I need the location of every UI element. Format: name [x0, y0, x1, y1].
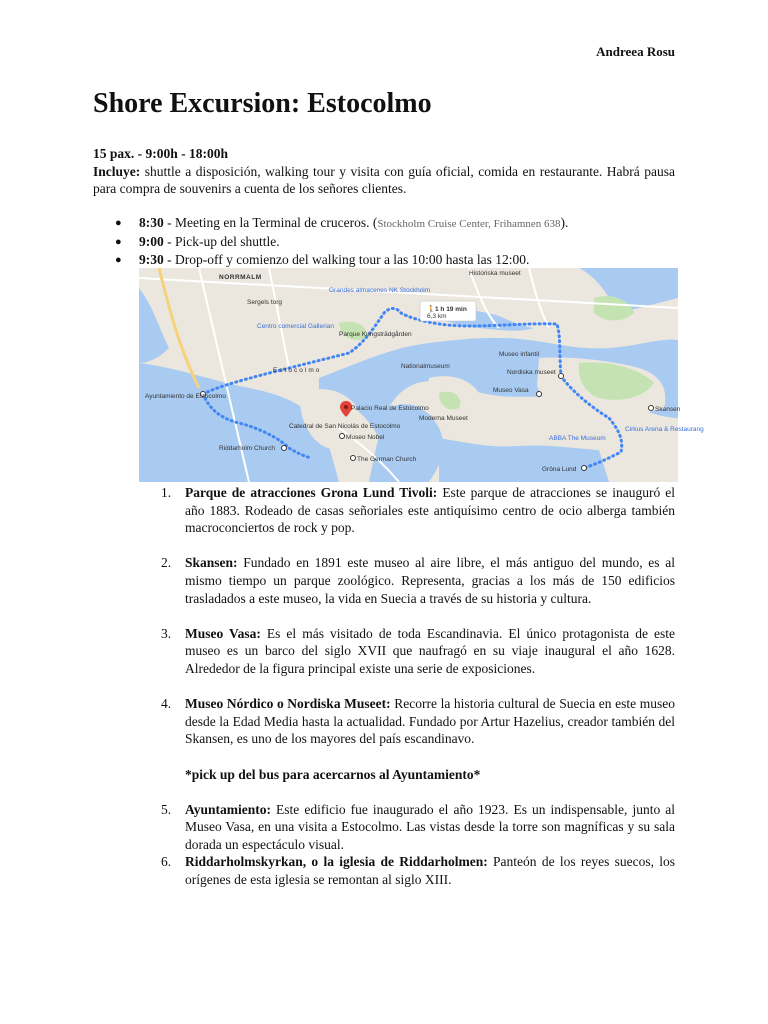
marker-grona-lund[interactable] — [582, 466, 587, 471]
list-item — [139, 554, 675, 607]
label-abba: ABBA The Museum — [549, 435, 606, 442]
marker-museo-vasa[interactable] — [537, 392, 542, 397]
schedule-text: - Drop-off y comienzo del walking tour a las 10:00 hasta las 12:00. — [163, 252, 530, 267]
bullet-icon: ● — [115, 217, 122, 229]
schedule-item — [93, 214, 675, 233]
schedule-item — [93, 251, 675, 269]
walking-person-icon: 🚶 — [427, 306, 436, 313]
includes-paragraph — [93, 163, 675, 198]
place-description: Recorre la historia cultural de Suecia en este museo desde la Edad Media hasta la actualidad. Fundado por Artur Hazelius, creador también del Skansen, es uno de los mayores del país escandinavo. — [185, 696, 675, 747]
schedule-time: 9:00 — [139, 234, 164, 249]
route-map — [139, 268, 704, 482]
pax-line — [93, 145, 675, 163]
marker-riddarholm[interactable] — [282, 446, 287, 451]
schedule-item — [93, 233, 675, 251]
label-riddarholm: Riddarholm Church — [219, 445, 275, 452]
bullet-icon: ● — [115, 254, 122, 266]
schedule-time: 8:30 — [139, 215, 164, 230]
includes-label: Incluye: — [93, 163, 141, 179]
label-estocolmo: Estocolmo — [273, 367, 322, 374]
list-number: 3. — [161, 625, 172, 641]
label-german-church: The German Church — [357, 456, 417, 463]
list-number: 5. — [161, 801, 172, 817]
schedule-tail: ). — [560, 215, 569, 230]
place-name: Riddarholmskyrkan, o la iglesia de Riddarholmen: — [185, 854, 488, 870]
list-item — [139, 695, 675, 748]
palace-pin-dot — [344, 405, 348, 409]
schedule-text: - Pick-up del shuttle. — [163, 234, 280, 249]
map-canvas — [139, 268, 704, 482]
label-museo-vasa: Museo Vasa — [493, 387, 529, 394]
list-item — [139, 853, 675, 888]
place-name: Parque de atracciones Grona Lund Tivoli: — [185, 485, 438, 500]
schedule-time: 9:30 — [139, 252, 164, 267]
place-name: Museo Nórdico o Nordiska Museet: — [185, 696, 391, 712]
label-moderna: Moderna Museet — [419, 415, 468, 422]
author-name: Andreea Rosu — [596, 44, 675, 59]
pax-time-text: 15 pax. - 9:00h - 18:00h — [93, 146, 229, 161]
schedule-address: Stockholm Cruise Center, Frihamnen 638 — [377, 218, 561, 230]
places-list — [139, 484, 675, 889]
place-name: Museo Vasa: — [185, 625, 261, 641]
label-nationalmuseum: Nationalmuseum — [401, 363, 450, 370]
label-cirkus: Cirkus Arena & Restaurang — [625, 426, 704, 433]
list-number: 4. — [161, 696, 172, 712]
list-item — [139, 484, 675, 537]
route-duration: 1 h 19 min — [435, 306, 467, 313]
place-description: Panteón de los reyes suecos, los orígenes de esta iglesia se remontan al siglo XIII. — [185, 854, 676, 888]
label-sergels: Sergels torg — [247, 299, 283, 306]
label-catedral: Catedral de San Nicolás de Estocolmo — [289, 423, 401, 430]
document-title: Shore Excursion: Estocolmo — [93, 88, 432, 119]
place-description: Este edificio fue inaugurado el año 1923. Es un indispensable, junto al Museo Vasa, en una visita a Estocolmo. Las vistas desde la torre son magníficas y su sala dorada un espectáculo visual. — [185, 801, 675, 852]
label-skansen: Skansen — [655, 406, 681, 413]
marker-nordiska[interactable] — [559, 374, 564, 379]
list-number: 1. — [161, 485, 172, 500]
place-description: Este parque de atracciones se inauguró el año 1883. Rodeado de casas señoriales este antiquísimo centro de ocio alberga también macroconciertos de rock y pop. — [185, 485, 675, 536]
label-nordiska: Nordiska museet — [507, 369, 556, 376]
spacer — [139, 748, 675, 766]
bus-note: *pick up del bus para acercarnos al Ayuntamiento* — [185, 766, 481, 782]
list-number: 2. — [161, 555, 172, 571]
list-item — [139, 801, 675, 854]
label-hist: Historiska museet — [469, 270, 521, 277]
label-museo-nobel: Museo Nobel — [346, 434, 385, 441]
spacer — [139, 678, 675, 696]
excursion-summary — [93, 145, 675, 198]
schedule-list — [93, 214, 675, 269]
place-name: Skansen: — [185, 555, 238, 571]
label-grona-lund: Gröna Lund — [542, 466, 577, 473]
label-normalm: NORRMALM — [219, 274, 262, 281]
label-museo-infantil: Museo infantil — [499, 351, 540, 358]
includes-text: shuttle a disposición, walking tour y visita con guía oficial, comida en restaurante. Habrá pausa para compra de souvenirs a cuenta de los señores clientes. — [93, 163, 675, 196]
marker-museo-nobel[interactable] — [340, 434, 345, 439]
spacer — [139, 607, 675, 625]
marker-skansen[interactable] — [649, 406, 654, 411]
marker-german-church[interactable] — [351, 456, 356, 461]
place-description: Fundado en 1891 este museo al aire libre, el más antiguo del mundo, es al mismo tiempo un parque zoológico. Representa, gracias a los más de 150 edificios trasladados a este museo, la vida en Suecia a través de su historia y cultura. — [185, 555, 675, 606]
spacer — [139, 537, 675, 555]
label-ayuntamiento: Ayuntamiento de Estocolmo — [145, 393, 226, 400]
list-item — [139, 625, 675, 678]
route-distance: 6,3 km — [427, 313, 447, 320]
list-number: 6. — [161, 854, 172, 870]
label-parque: Parque Kungsträdgården — [339, 331, 412, 338]
bullet-icon: ● — [115, 236, 122, 248]
spacer — [139, 783, 675, 801]
label-palacio: Palacio Real de Estocolmo — [351, 405, 429, 412]
schedule-text: - Meeting en la Terminal de cruceros. ( — [163, 215, 378, 230]
place-description: Es el más visitado de toda Escandinavia. El único protagonista de este museo es un barco del siglo XVII que naufragó en su viaje inaugural el año 1628. Alrededor de la figura principal existe una serie de exposiciones. — [185, 625, 675, 676]
label-centro: Centro comercial Gallerian — [257, 323, 334, 330]
label-grandes: Grandes almacenes NK Stockholm — [329, 287, 431, 294]
place-name: Ayuntamiento: — [185, 801, 271, 817]
